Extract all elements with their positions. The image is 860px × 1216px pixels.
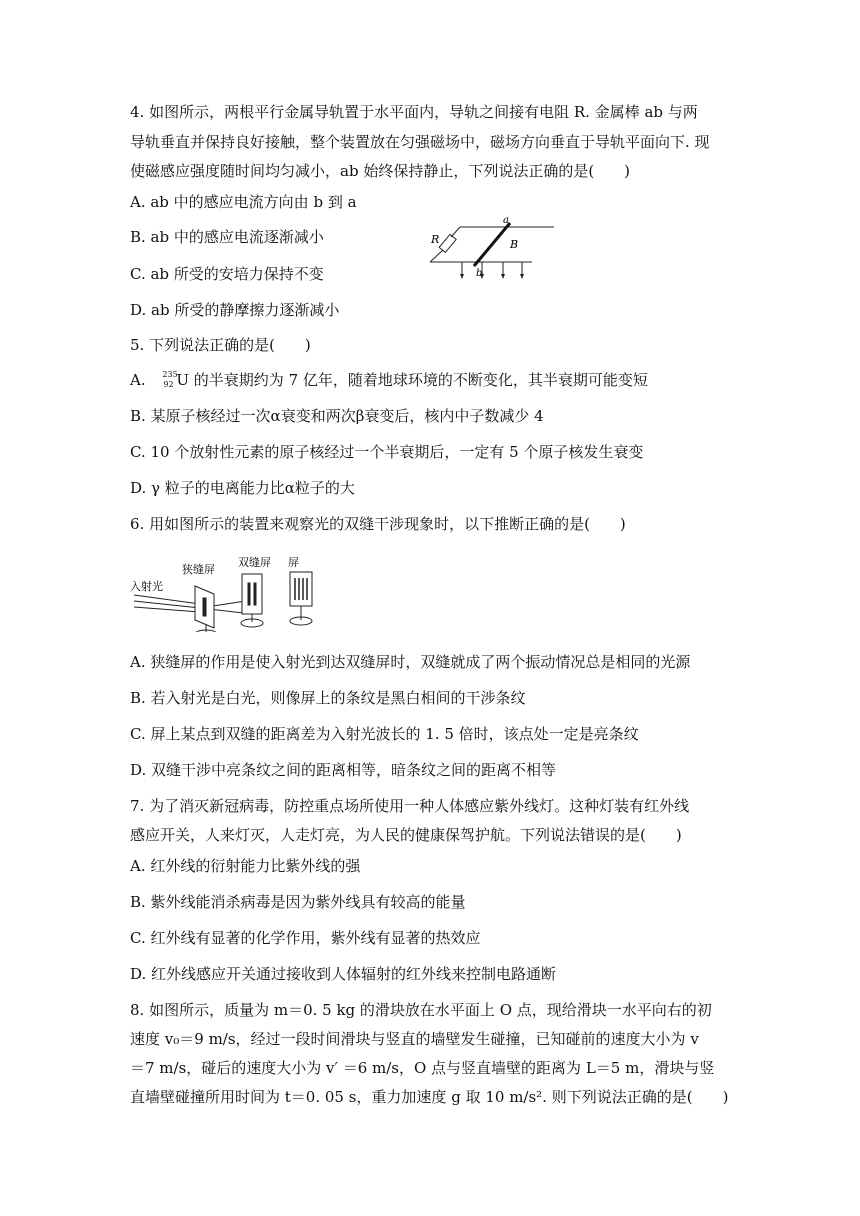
q4-label-b: b [476, 268, 483, 279]
q5-option-d: D. γ 粒子的电离能力比α粒子的大 [130, 479, 355, 497]
q4-option-d: D. ab 所受的静摩擦力逐渐减小 [130, 301, 340, 319]
q6-option-c: C. 屏上某点到双缝的距离差为入射光波长的 1. 5 倍时，该点处一定是亮条纹 [130, 725, 639, 743]
q5-option-a-text: U 的半衰期约为 7 亿年，随着地球环境的不断变化，其半衰期可能变短 [176, 371, 648, 389]
q4-option-a: A. ab 中的感应电流方向由 b 到 a [130, 193, 357, 211]
q6-label-screen: 屏 [288, 556, 299, 569]
q4-stem-line-2: 导轨垂直并保持良好接触，整个装置放在匀强磁场中，磁场方向垂直于导轨平面向下. 现 [130, 133, 710, 151]
q5-option-c: C. 10 个放射性元素的原子核经过一个半衰期后，一定有 5 个原子核发生衰变 [130, 443, 644, 461]
q7-option-b: B. 紫外线能消杀病毒是因为紫外线具有较高的能量 [130, 893, 466, 911]
q7-stem-line-2: 感应开关，人来灯灭，人走灯亮，为人民的健康保驾护航。下列说法错误的是( ) [130, 826, 682, 844]
q5-isotope-notation [150, 370, 176, 390]
q8-stem-line-2: 速度 v₀＝9 m/s，经过一段时间滑块与竖直的墙壁发生碰撞，已知碰前的速度大小为 v [130, 1030, 699, 1048]
q5-option-a [130, 370, 648, 390]
q8-stem-line-3: ＝7 m/s，碰后的速度大小为 v′ ＝6 m/s，O 点与竖直墙壁的距离为 L＝5 m，滑块与竖 [130, 1059, 715, 1077]
q7-stem-line-1: 7. 为了消灭新冠病毒，防控重点场所使用一种人体感应紫外线灯。这种灯装有红外线 [130, 797, 690, 815]
q4-circuit-figure [420, 210, 556, 282]
q4-option-c: C. ab 所受的安培力保持不变 [130, 265, 324, 283]
q5-isotope-charge: 92 [163, 380, 174, 389]
q7-option-d: D. 红外线感应开关通过接收到人体辐射的红外线来控制电路通断 [130, 965, 557, 983]
q6-option-d: D. 双缝干涉中亮条纹之间的距离相等，暗条纹之间的距离不相等 [130, 761, 557, 779]
q4-stem-line-1: 4. 如图所示，两根平行金属导轨置于水平面内，导轨之间接有电阻 R. 金属棒 ab 与两 [130, 103, 698, 121]
q8-stem-line-1: 8. 如图所示，质量为 m＝0. 5 kg 的滑块放在水平面上 O 点，现给滑块一水平向右的初 [130, 1001, 712, 1019]
q6-stem: 6. 用如图所示的装置来观察光的双缝干涉现象时，以下推断正确的是( ) [130, 515, 626, 533]
q5-stem: 5. 下列说法正确的是( ) [130, 336, 311, 354]
q6-double-slit-figure [130, 548, 330, 632]
q4-label-R: R [431, 233, 440, 246]
q6-label-single-slit: 狭缝屏 [182, 563, 215, 576]
q4-label-B: B [510, 238, 519, 251]
q7-option-c: C. 红外线有显著的化学作用，紫外线有显著的热效应 [130, 929, 481, 947]
q4-label-a: a [503, 215, 509, 226]
q4-stem-line-3: 使磁感应强度随时间均匀减小，ab 始终保持静止，下列说法正确的是( ) [130, 162, 631, 180]
q6-label-incident-light: 入射光 [130, 580, 163, 593]
q8-stem-line-4: 直墙壁碰撞所用时间为 t＝0. 05 s，重力加速度 g 取 10 m/s². 则下列说法正确的是( ) [130, 1088, 729, 1106]
q7-option-a: A. 红外线的衍射能力比紫外线的强 [130, 857, 361, 875]
q5-option-a-prefix: A. [130, 371, 146, 389]
q4-option-b: B. ab 中的感应电流逐渐减小 [130, 228, 324, 246]
q6-option-b: B. 若入射光是白光，则像屏上的条纹是黑白相间的干涉条纹 [130, 689, 526, 707]
q5-isotope-mass: 235 [162, 370, 178, 379]
q6-option-a: A. 狭缝屏的作用是使入射光到达双缝屏时，双缝就成了两个振动情况总是相同的光源 [130, 653, 691, 671]
q6-label-double-slit: 双缝屏 [238, 556, 271, 569]
q5-option-b: B. 某原子核经过一次α衰变和两次β衰变后，核内中子数减少 4 [130, 407, 544, 425]
